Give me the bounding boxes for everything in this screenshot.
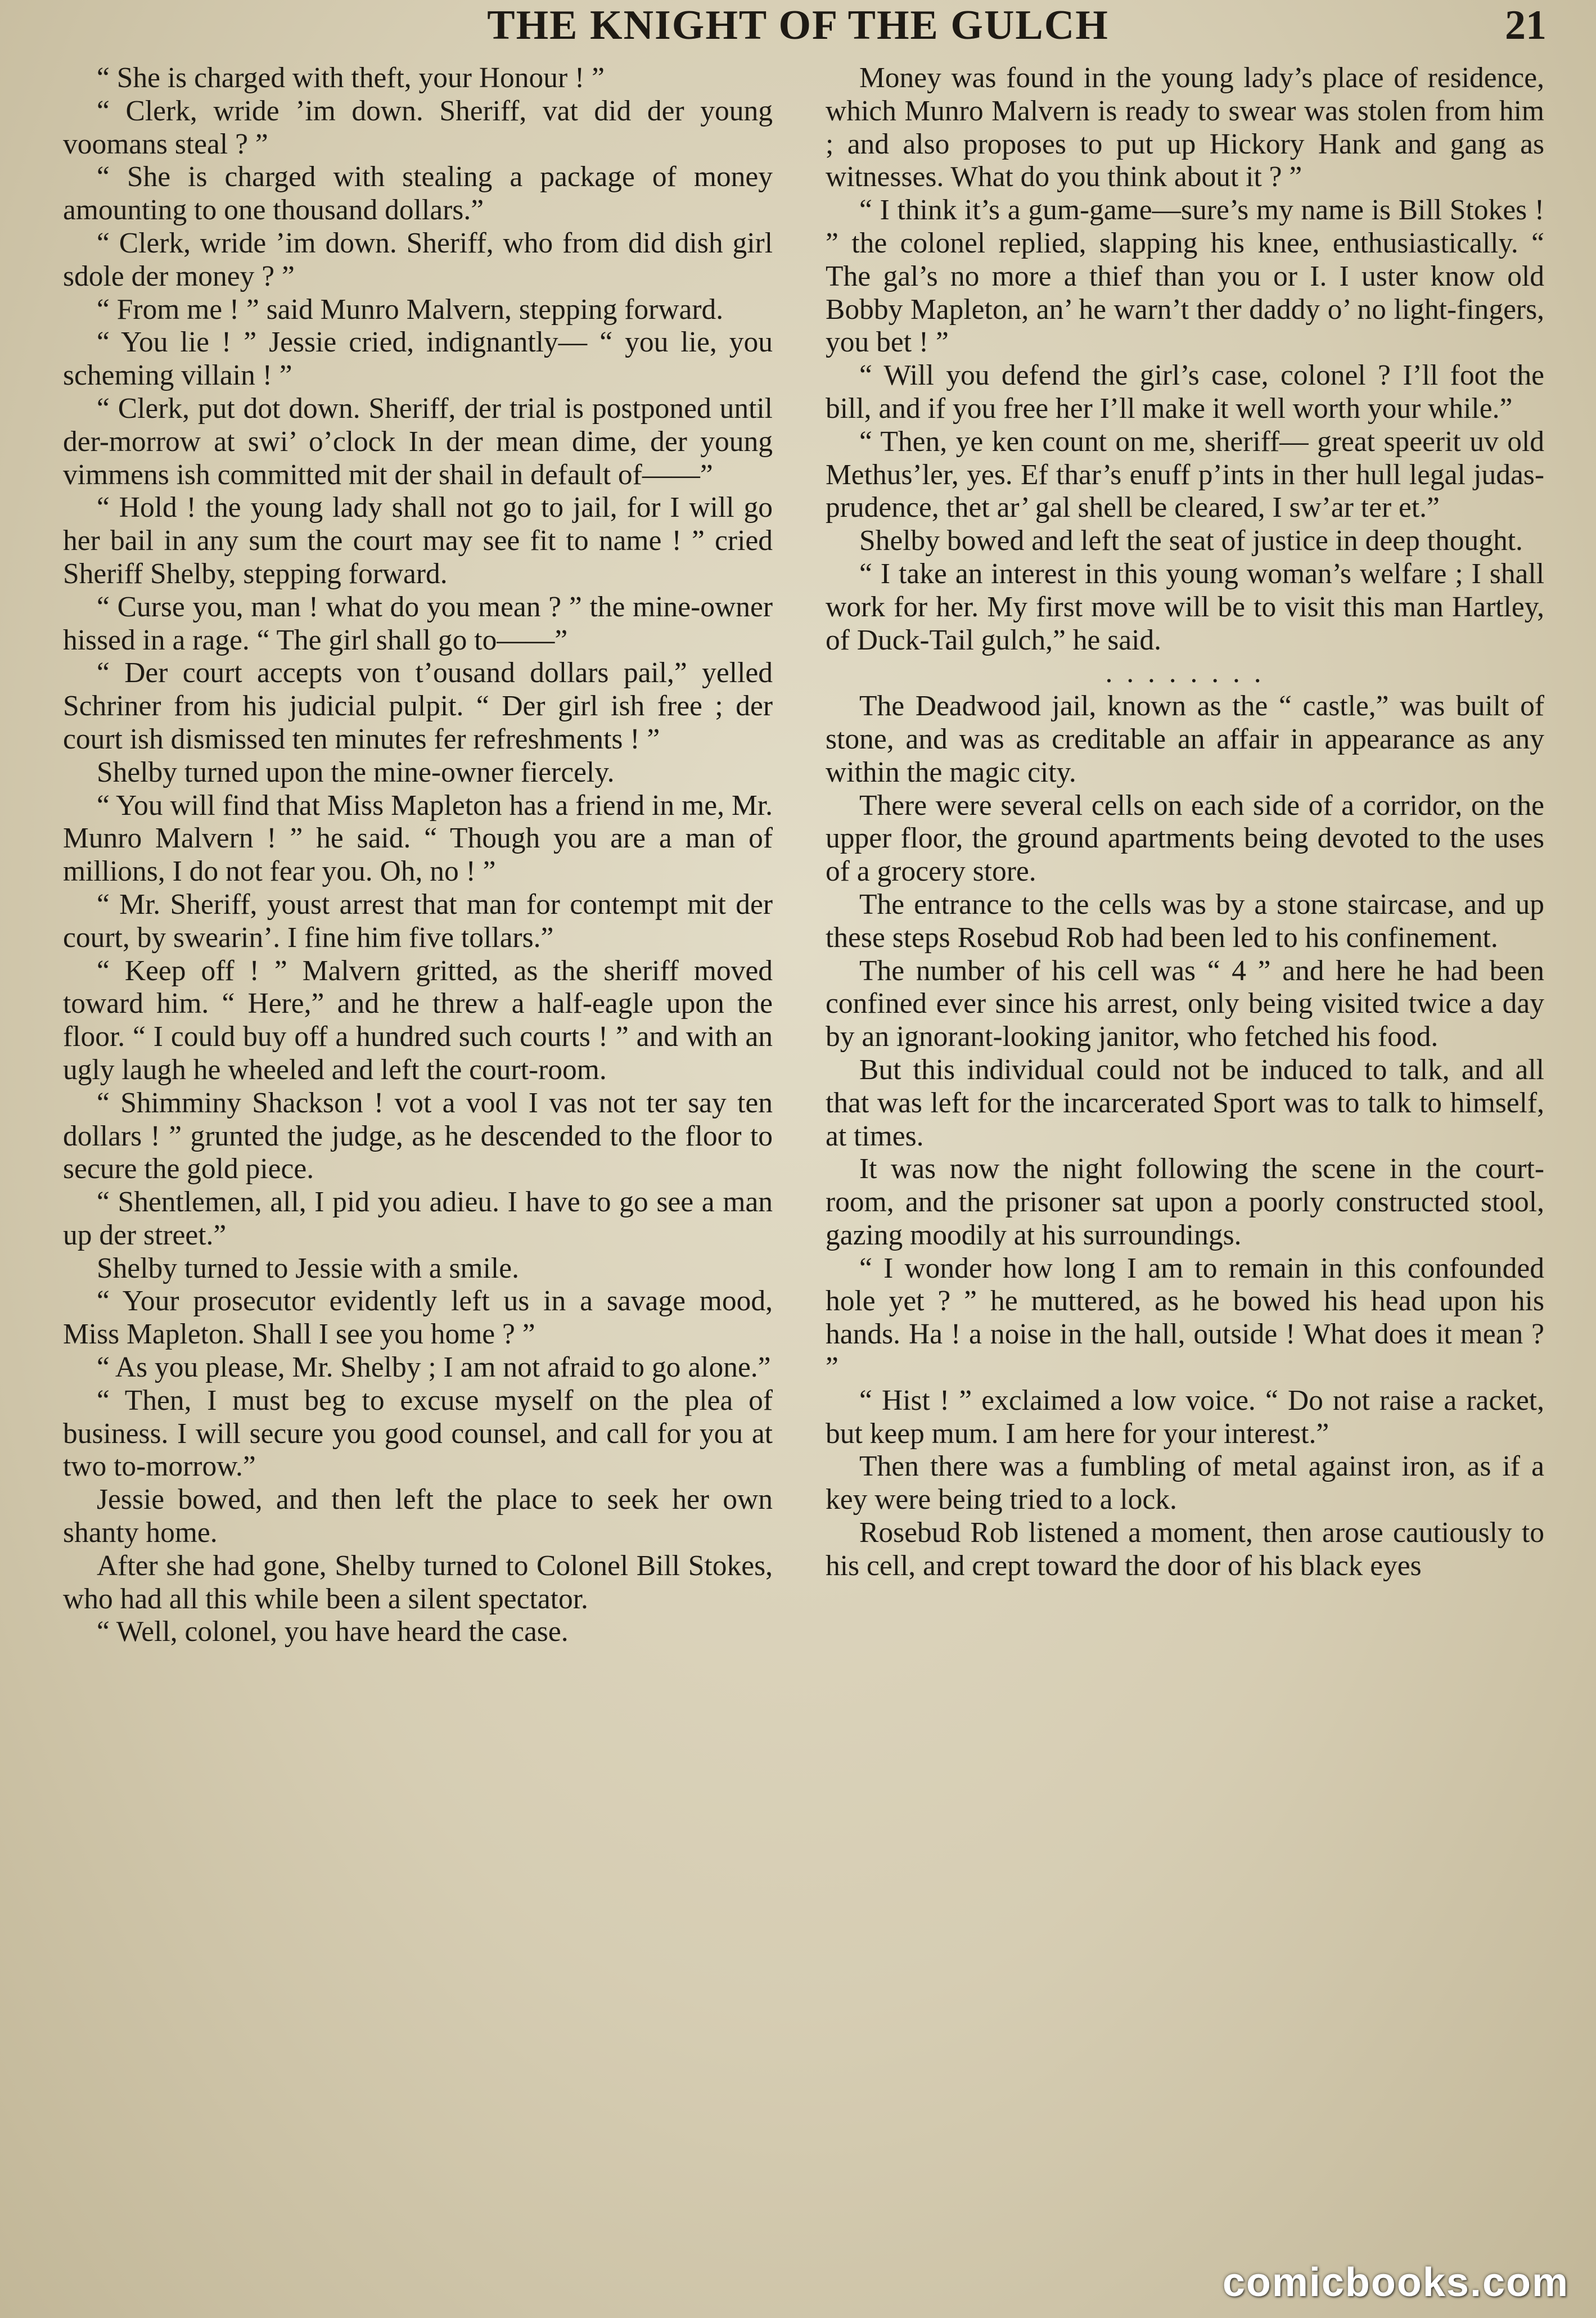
paragraph: “ Clerk, put dot down. Sheriff, der trial is postponed until der-morrow at swi’ o’clock In der mean dime, der young vimmens ish committed mit der shail in default of——” [63, 392, 773, 491]
paragraph: After she had gone, Shelby turned to Colonel Bill Stokes, who had all this while been a silent spectator. [63, 1549, 773, 1615]
paragraph: “ Then, I must beg to excuse myself on the plea of business. I will secure you good counsel, and call for you at two to-morrow.” [63, 1384, 773, 1483]
paragraph: “ Shimminy Shackson ! vot a vool I vas not ter say ten dollars ! ” grunted the judge, as he descended to the floor to secure the gold piece. [63, 1086, 773, 1185]
paragraph: “ Well, colonel, you have heard the case. [97, 1616, 569, 1648]
paragraph: “ I think it’s a gum-game—sure’s my name is Bill Stokes ! ” the colonel replied, slapping his knee, enthusiastically. “ The gal’s no more a thief than you or I. I uster know old Bobby Mapleton, an’ he warn’t ther daddy o’ no light-fingers, you bet ! ” [826, 194, 1544, 359]
right-column-top [826, 62, 1544, 657]
paragraph: The number of his cell was “ 4 ” and here he had been confined ever since his arrest, only being visited twice a day by an ignorant-looking janitor, who fetched his food. [826, 954, 1544, 1053]
paragraph: “ Will you defend the girl’s case, colonel ? I’ll foot the bill, and if you free her I’ll make it well worth your while.” [826, 359, 1544, 425]
paragraph: Money was found in the young lady’s place of residence, which Munro Malvern is ready to swear was stolen from him ; and also proposes to put up Hickory Hank and gang as witnesses. What do you think about it ? ” [826, 62, 1544, 193]
paragraph: “ You will find that Miss Mapleton has a friend in me, Mr. Munro Malvern ! ” he said. “ Though you are a man of millions, I do not fear you. Oh, no ! ” [63, 789, 773, 888]
paragraph: The Deadwood jail, known as the “ castle,” was built of stone, and was as creditable an affair in appearance as any within the magic city. [826, 690, 1544, 788]
section-break [826, 657, 1544, 690]
paragraph: “ Your prosecutor evidently left us in a savage mood, Miss Mapleton. Shall I see you home ? ” [63, 1285, 773, 1351]
page-number: 21 [1505, 2, 1547, 48]
paragraph: “ You lie ! ” Jessie cried, indignantly— “ you lie, you scheming villain ! ” [63, 326, 773, 392]
paragraph: “ I wonder how long I am to remain in this confounded hole yet ? ” he muttered, as he bowed his head upon his hands. Ha ! a noise in the hall, outside ! What does it mean ? ” [826, 1252, 1544, 1384]
paragraph: “ Hist ! ” exclaimed a low voice. “ Do not raise a racket, but keep mum. I am here for your interest.” [826, 1384, 1544, 1450]
paragraph: “ Clerk, wride ’im down. Sheriff, vat did der young voomans steal ? ” [63, 94, 773, 160]
paragraph: Shelby turned upon the mine-owner fiercely. [97, 756, 615, 788]
paragraph: “ Keep off ! ” Malvern gritted, as the sheriff moved toward him. “ Here,” and he threw a half-eagle upon the floor. “ I could buy off a hundred such courts ! ” and with an ugly laugh he wheeled and left the court-room. [63, 954, 773, 1086]
page-header [0, 0, 1596, 52]
paragraph: “ As you please, Mr. Shelby ; I am not afraid to go alone.” [97, 1351, 771, 1384]
paragraph: But this individual could not be induced to talk, and all that was left for the incarcerated Sport was to talk to himself, at times. [826, 1053, 1544, 1152]
paragraph: Then there was a fumbling of metal against iron, as if a key were being tried to a lock. [826, 1450, 1544, 1516]
paragraph: Rosebud Rob listened a moment, then arose cautiously to his cell, and crept toward the door of his black eyes [826, 1517, 1544, 1582]
paragraph: “ Der court accepts von t’ousand dollars pail,” yelled Schriner from his judicial pulpit. “ Der girl ish free ; der court ish dismissed ten minutes fer refreshments ! ” [63, 657, 773, 755]
paragraph: Shelby turned to Jessie with a smile. [97, 1252, 519, 1284]
paragraph: “ Mr. Sheriff, youst arrest that man for contempt mit der court, by swearin’. I fine him five tollars.” [63, 888, 773, 954]
paragraph: “ Shentlemen, all, I pid you adieu. I have to go see a man up der street.” [63, 1186, 773, 1251]
paragraph: Shelby bowed and left the seat of justice in deep thought. [859, 525, 1523, 557]
paragraph: “ I take an interest in this young woman’s welfare ; I shall work for her. My first move will be to visit this man Hartley, of Duck-Tail gulch,” he said. [826, 557, 1544, 656]
paragraph: “ Hold ! the young lady shall not go to jail, for I will go her bail in any sum the court may see fit to name ! ” cried Sheriff Shelby, stepping forward. [63, 491, 773, 590]
paragraph: “ She is charged with theft, your Honour ! ” [97, 62, 605, 94]
paragraph: “ She is charged with stealing a package of money amounting to one thousand dollars.” [63, 161, 773, 227]
right-column-bottom [826, 690, 1544, 1583]
paragraph: “ Then, ye ken count on me, sheriff— great speerit uv old Methus’ler, yes. Ef thar’s enuff p’ints in ther hull legal judas-prudence, thet ar’ gal shell be cleared, I sw’ar ter et.” [826, 425, 1544, 524]
paragraph: There were several cells on each side of a corridor, on the upper floor, the ground apartments being devoted to the uses of a grocery store. [826, 789, 1544, 888]
paragraph: The entrance to the cells was by a stone staircase, and up these steps Rosebud Rob had been led to his confinement. [826, 888, 1544, 954]
running-title: THE KNIGHT OF THE GULCH [487, 2, 1109, 48]
section-break-dots: . . . . . . . . [1105, 657, 1265, 689]
paragraph: Jessie bowed, and then left the place to seek her own shanty home. [63, 1483, 773, 1549]
left-text-column [63, 62, 773, 2296]
paragraph: “ Curse you, man ! what do you mean ? ” the mine-owner hissed in a rage. “ The girl shall go to——” [63, 590, 773, 656]
paragraph: “ From me ! ” said Munro Malvern, stepping forward. [97, 293, 724, 326]
right-text-column [826, 62, 1544, 2296]
paragraph: “ Clerk, wride ’im down. Sheriff, who from did dish girl sdole der money ? ” [63, 227, 773, 292]
watermark-logo: comicbooks.com [1222, 2260, 1569, 2305]
paragraph: It was now the night following the scene in the court-room, and the prisoner sat upon a poorly constructed stool, gazing moodily at his surroundings. [826, 1153, 1544, 1251]
